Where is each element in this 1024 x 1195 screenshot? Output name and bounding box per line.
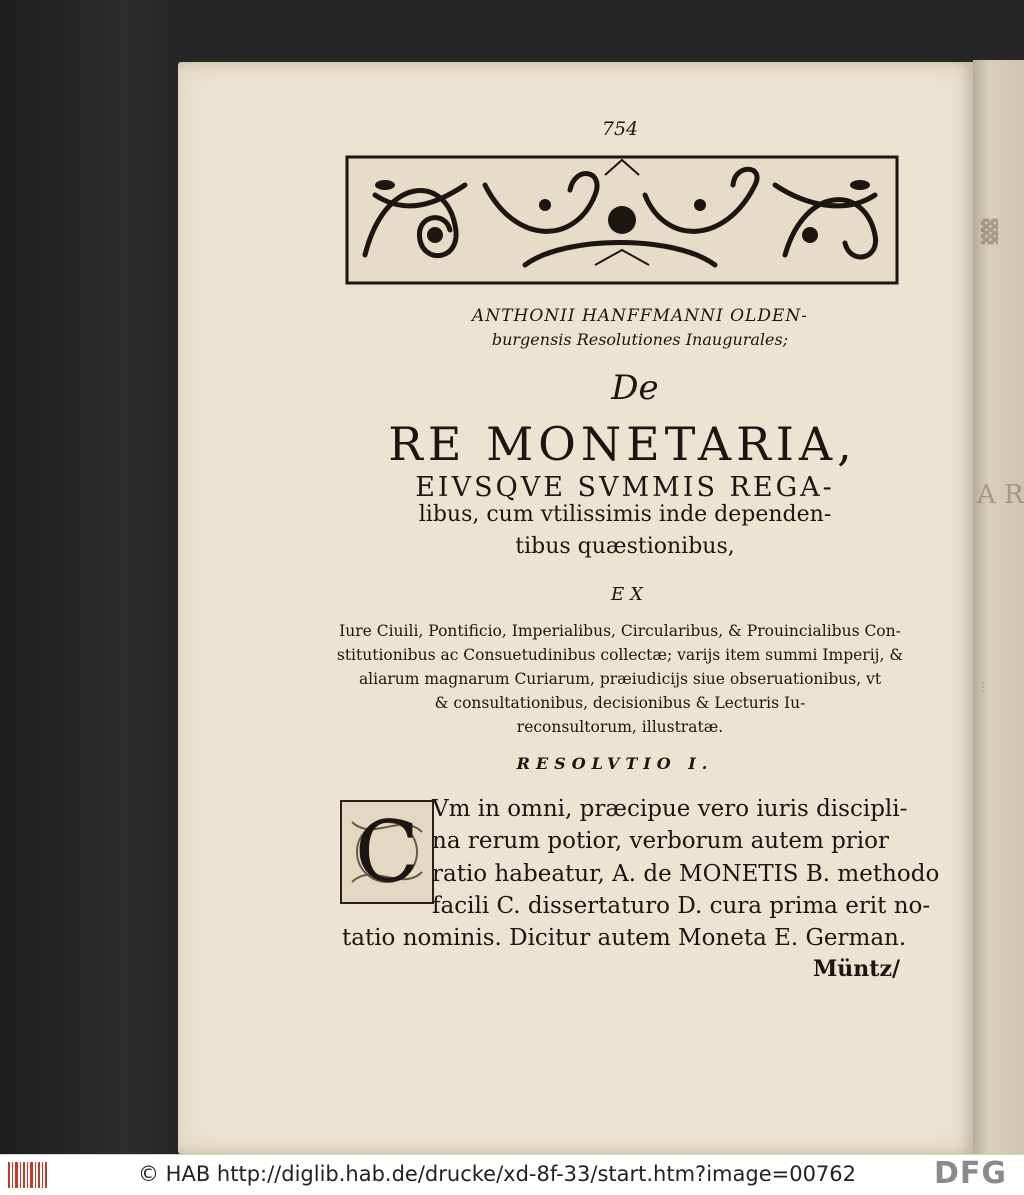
catchword: Müntz/: [812, 956, 900, 982]
paragraph-line: facili C. dissertaturo D. cura prima erit no-: [432, 893, 931, 919]
main-title: RE MONETARIA,: [388, 417, 857, 471]
copyright-link[interactable]: © HAB http://diglib.hab.de/drucke/xd-8f-33/start.htm?image=00762: [138, 1162, 857, 1186]
paragraph-line: Vm in omni, præcipue vero iuris discipli-: [432, 796, 908, 822]
title-prefix-de: De: [611, 368, 659, 408]
decorated-initial: [340, 800, 434, 904]
author-line: ANTHONII HANFFMANNI OLDEN-: [472, 306, 808, 326]
ex-heading: EX: [611, 584, 649, 605]
subtitle-line: burgensis Resolutiones Inaugurales;: [491, 330, 789, 349]
body-line: & consultationibus, decisionibus & Lecturis Iu-: [434, 694, 806, 712]
sub-title-line: tibus quæstionibus,: [515, 534, 735, 559]
sub-title-line: libus, cum vtilissimis inde dependen-: [418, 502, 832, 527]
page-number: 754: [601, 118, 639, 140]
body-line: reconsultorum, illustratæ.: [516, 718, 724, 736]
resolutio-heading: RESOLVTIO I.: [516, 754, 714, 773]
paragraph-line: na rerum potior, verborum autem prior: [432, 828, 889, 854]
body-line: aliarum magnarum Curiarum, præiudicijs siue obseruationibus, vt: [358, 670, 882, 688]
sub-title-line: EIVSQVE SVMMIS REGA-: [415, 472, 835, 503]
paragraph-line: tatio nominis. Dicitur autem Moneta E. German.: [342, 925, 907, 951]
body-line: Iure Ciuili, Pontificio, Imperialibus, Circularibus, & Prouincialibus Con-: [339, 622, 901, 640]
barcode-icon: [8, 1162, 48, 1188]
paragraph-line: ratio habeatur, A. de MONETIS B. methodo: [432, 861, 940, 887]
adjacent-page-edge: ▓ A R ⋮: [973, 60, 1024, 1154]
woodcut-ornament-headpiece: [345, 155, 899, 285]
scanner-background-left: [0, 0, 180, 1154]
initial-letter: C: [354, 803, 420, 901]
dfg-logo: DFG: [934, 1156, 1008, 1191]
body-line: stitutionibus ac Consuetudinibus collectæ; varijs item summi Imperij, &: [336, 646, 904, 664]
